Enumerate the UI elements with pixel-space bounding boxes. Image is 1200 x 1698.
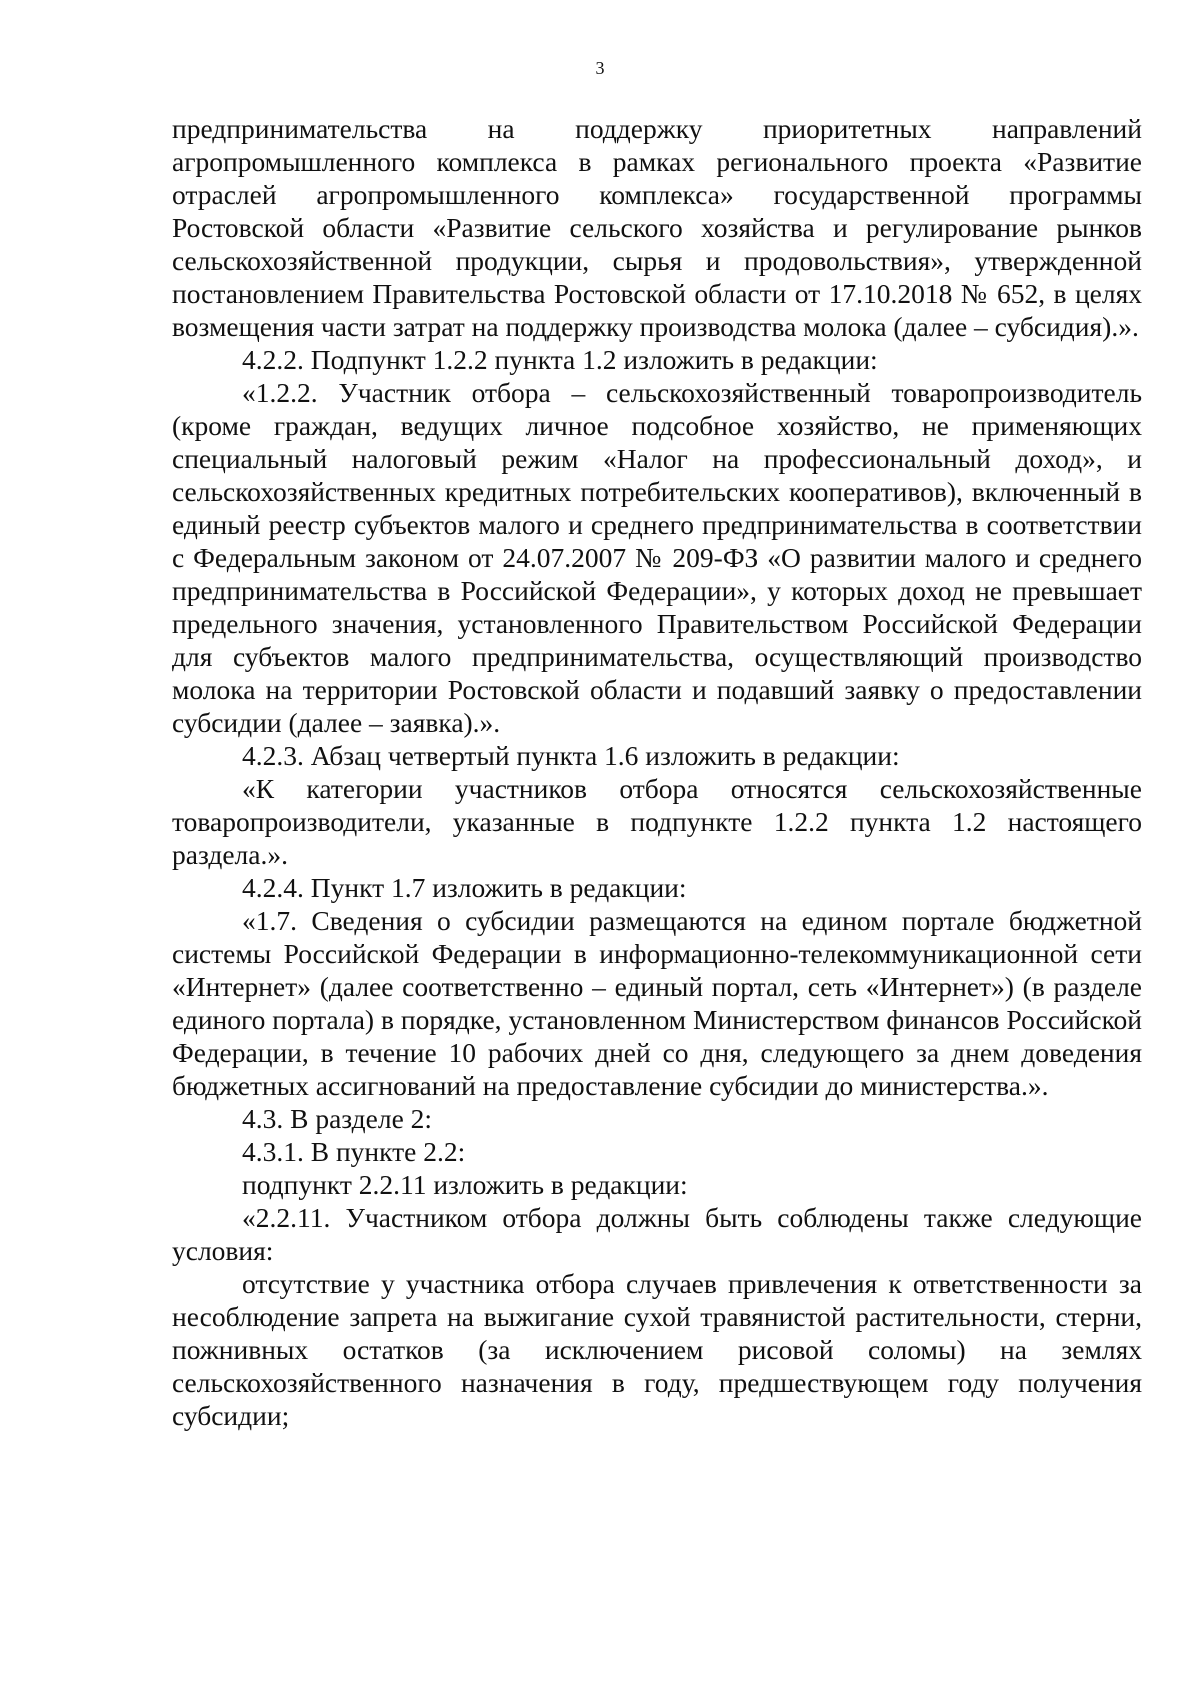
paragraph: 4.3.1. В пункте 2.2: [242,1136,466,1167]
paragraph: «1.7. Сведения о субсидии размещаются на едином портале бюджетной системы Российской Федерации в информационно-телекоммуникационной сети «Интернет» (далее соответственно – единый портал, сеть «Интернет») (в разделе единого портала) в порядке, установленном Министерством финансов Российской Федерации, в течение 10 рабочих дней со дня, следующего за днем доведения бюджетных ассигнований на предоставление субсидии до министерства.». [172,905,1142,1101]
paragraph: «2.2.11. Участником отбора должны быть соблюдены также следующие условия: [172,1202,1142,1266]
paragraph: 4.2.2. Подпункт 1.2.2 пункта 1.2 изложить в редакции: [242,344,878,375]
paragraph: предпринимательства на поддержку приоритетных направлений агропромышленного комплекса в рамках регионального проекта «Развитие отраслей агропромышленного комплекса» государственной программы Ростовской области «Развитие сельского хозяйства и регулирование рынков сельскохозяйственной продукции, сырья и продовольствия», утвержденной постановлением Правительства Ростовской области от 17.10.2018 № 652, в целях возмещения части затрат на поддержку производства молока (далее – субсидия).». [172,113,1142,342]
paragraph: 4.2.4. Пункт 1.7 изложить в редакции: [242,872,687,903]
page-number: 3 [595,58,605,78]
paragraph: отсутствие у участника отбора случаев привлечения к ответственности за несоблюдение запрета на выжигание сухой травянистой растительности, стерни, пожнивных остатков (за исключением рисовой соломы) на землях сельскохозяйственного назначения в году, предшествующем году получения субсидии; [172,1268,1142,1431]
paragraph: «1.2.2. Участник отбора – сельскохозяйственный товаропроизводитель (кроме граждан, ведущих личное подсобное хозяйство, не применяющих специальный налоговый режим «Налог на профессиональный доход», и сельскохозяйственных кредитных потребительских кооперативов), включенный в единый реестр субъектов малого и среднего предпринимательства в соответствии с Федеральным законом от 24.07.2007 № 209-ФЗ «О развитии малого и среднего предпринимательства в Российской Федерации», у которых доход не превышает предельного значения, установленного Правительством Российской Федерации для субъектов малого предпринимательства, осуществляющий производство молока на территории Ростовской области и подавший заявку о предоставлении субсидии (далее – заявка).». [172,377,1142,738]
paragraph: 4.3. В разделе 2: [242,1103,433,1134]
document-body [172,112,1142,1432]
paragraph: 4.2.3. Абзац четвертый пункта 1.6 изложить в редакции: [242,740,900,771]
paragraph: «К категории участников отбора относятся сельскохозяйственные товаропроизводители, указанные в подпункте 1.2.2 пункта 1.2 настоящего раздела.». [172,773,1142,870]
paragraph: подпункт 2.2.11 изложить в редакции: [242,1169,688,1200]
